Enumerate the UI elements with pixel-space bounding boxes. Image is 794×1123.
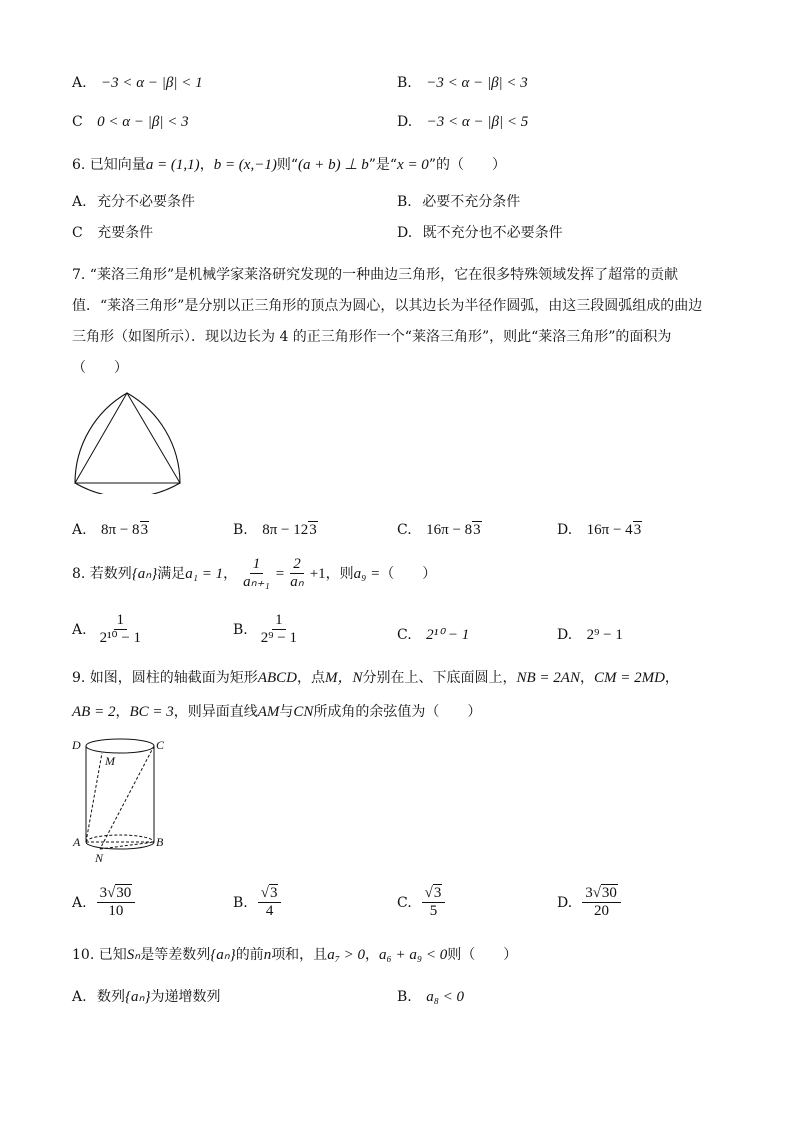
q6-stem <box>72 156 506 174</box>
q9-line2-post: 所成角的余弦值为（ ） <box>313 704 482 720</box>
bottom-front-arc <box>86 842 154 849</box>
q8-comma: ， <box>223 565 238 582</box>
cylinder-drawing <box>70 734 170 866</box>
fraction-numerator: √3 <box>258 885 282 903</box>
option-fraction <box>582 885 621 920</box>
q10-seq: {aₙ} <box>210 947 236 963</box>
fraction-denominator: 10 <box>108 903 124 919</box>
fraction-numerator: 2 <box>290 556 304 574</box>
option-text: 既不充分也不必要条件 <box>422 225 563 241</box>
option-expr: 16π − 4 <box>586 522 633 538</box>
q9-line-1 <box>72 669 679 687</box>
coefficient: 3 <box>99 885 108 901</box>
fraction-numerator: 1 <box>114 612 128 630</box>
q9-points: M，N <box>324 670 363 686</box>
q6-option-d <box>397 224 563 242</box>
fraction-denominator: aₙ <box>290 574 304 590</box>
option-text: 必要不充分条件 <box>422 194 521 210</box>
option-label: A. <box>72 522 87 538</box>
option-radicand: 3 <box>633 522 642 538</box>
q8-fraction-right <box>287 556 306 591</box>
segment-nb <box>100 842 154 849</box>
q8-option-c <box>397 626 469 644</box>
q5-option-a <box>72 74 203 92</box>
label-n: N <box>95 851 104 865</box>
q5-option-c <box>72 113 189 131</box>
option-label: A. <box>72 194 87 210</box>
q10-sn: Sₙ <box>126 947 141 963</box>
fraction-numerator: 3√30 <box>97 885 136 903</box>
reuleaux-triangle-figure <box>70 388 190 494</box>
q8-fraction-left <box>240 556 273 591</box>
fraction-numerator: 1 <box>272 612 286 630</box>
fraction-denominator: 5 <box>429 903 438 919</box>
q6-then: 则“ <box>276 157 299 173</box>
label-b: B <box>156 835 164 849</box>
q5-option-d <box>397 113 528 131</box>
q10-option-a <box>72 988 221 1006</box>
option-label: C <box>72 225 83 241</box>
q6-stem-pre: 6. 已知向量 <box>72 157 146 173</box>
q8-then: ，则 <box>325 565 354 582</box>
option-label: B. <box>397 75 412 91</box>
option-label: A. <box>72 621 87 638</box>
cylinder-figure <box>70 734 170 866</box>
option-label: B. <box>233 621 248 638</box>
option-expr: −3 < α − |β| < 3 <box>426 75 528 91</box>
q7-option-a <box>72 521 149 539</box>
option-expr: 2¹⁰ − 1 <box>426 627 470 643</box>
fraction-numerator: 3√30 <box>582 885 621 903</box>
option-label: A. <box>72 75 87 91</box>
option-label: C. <box>397 627 412 643</box>
option-expr: 8π − 8 <box>101 522 140 538</box>
q10-mid2: 的前 <box>235 947 264 963</box>
coefficient: 3 <box>585 885 593 901</box>
label-m: M <box>105 754 115 768</box>
bottom-back-arc <box>86 835 154 842</box>
option-label: D. <box>557 894 573 911</box>
segment-am <box>86 753 102 842</box>
reuleaux-outline <box>75 393 180 494</box>
q6-tail: ”的（ ） <box>428 157 506 173</box>
fraction-denominator: aₙ₊₁ <box>243 574 270 590</box>
fraction-numerator: √3 <box>422 885 446 903</box>
q8-seq: {aₙ} <box>131 565 158 582</box>
option-expr: −3 < α − |β| < 5 <box>426 114 529 130</box>
q8-option-a <box>72 612 147 647</box>
q7-line-3: 三角形（如图所示）．现以边长为 4 的正三角形作一个“莱洛三角形”，则此“莱洛三角形”的面积为 <box>72 329 672 345</box>
q9-cn: CN <box>293 704 314 720</box>
q8-equals: = <box>275 565 285 582</box>
q9-and: 与 <box>279 704 294 720</box>
q6-condition-2: x = 0 <box>397 157 429 173</box>
q10-condition-1: a₇ > 0 <box>327 947 366 963</box>
q6-option-a <box>72 193 195 211</box>
q10-pre: 10. 已知 <box>72 947 127 963</box>
q8-tail: （ ） <box>380 565 437 582</box>
q7-option-d <box>557 521 642 539</box>
q6-is: ”是“ <box>368 157 398 173</box>
q7-line-2: 值．“莱洛三角形”是分别以正三角形的顶点为圆心，以其边长为半径作圆弧，由这三段圆弧组成的曲边 <box>72 298 703 314</box>
option-label: C. <box>397 522 412 538</box>
label-c: C <box>156 738 165 752</box>
q10-stem <box>72 946 517 964</box>
q9-vector-2: CM = 2MD <box>593 670 665 686</box>
q9-line2-mid: ，则异面直线 <box>173 704 258 720</box>
label-a: A <box>73 835 81 849</box>
q9-line1-mid: ，点 <box>296 670 325 686</box>
q9-option-a <box>72 885 138 920</box>
q9-line1-post: 分别在上、下底面圆上， <box>362 670 517 686</box>
option-fraction <box>258 885 282 920</box>
q9-rect: ABCD <box>257 670 297 686</box>
radicand: 3 <box>433 885 442 901</box>
q9-am: AM <box>257 704 280 720</box>
q8-a9: a₉ = <box>353 565 381 582</box>
option-label: D. <box>397 114 413 130</box>
label-d: D <box>72 738 81 752</box>
fraction-numerator: 1 <box>250 556 264 574</box>
q9-option-d <box>557 885 624 920</box>
option-expr: 16π − 8 <box>426 522 473 538</box>
fraction-denominator: 2⁹ − 1 <box>260 630 297 646</box>
q9-ab: AB = 2 <box>72 704 116 720</box>
option-fraction <box>258 612 300 647</box>
q10-option-b <box>397 988 464 1006</box>
q9-comma: ， <box>579 670 594 686</box>
q6-condition: (a + b) ⊥ b <box>298 157 369 173</box>
option-text: 充要条件 <box>97 225 154 241</box>
q9-line-2 <box>72 703 481 721</box>
q9-bc: BC = 3 <box>129 704 174 720</box>
fraction-denominator: 2¹⁰ − 1 <box>99 630 142 646</box>
q8-stem <box>72 556 436 591</box>
option-label: D. <box>397 225 413 241</box>
option-label: D. <box>557 522 573 538</box>
q8-a1: a₁ = 1 <box>185 565 224 582</box>
option-label: A. <box>72 989 87 1005</box>
radicand: 3 <box>269 885 278 901</box>
q10-mid3: 项和，且 <box>271 947 328 963</box>
option-expr: 2⁹ − 1 <box>586 627 623 643</box>
q7-option-b <box>233 521 318 539</box>
q9-comma-2: ， <box>664 670 679 686</box>
q10-condition-2: a₆ + a₉ < 0 <box>379 947 448 963</box>
q6-option-c <box>72 224 153 242</box>
option-fraction <box>97 612 144 647</box>
option-seq: {aₙ} <box>125 989 151 1005</box>
option-label: B. <box>397 194 412 210</box>
fraction-denominator: 4 <box>265 903 274 919</box>
q6-vec-a: a = (1,1) <box>145 157 200 173</box>
option-fraction <box>422 885 446 920</box>
q8-option-b <box>233 612 303 647</box>
q6-vec-b: b = (x,−1) <box>213 157 277 173</box>
option-expr: 8π − 12 <box>262 522 309 538</box>
option-pre: 数列 <box>97 989 126 1005</box>
radicand: 30 <box>601 885 617 901</box>
option-label: B. <box>233 894 248 911</box>
q7-line-4: （ ） <box>72 360 128 376</box>
radicand: 30 <box>116 885 132 901</box>
q9-comma-3: ， <box>115 704 130 720</box>
fraction-denominator: 20 <box>594 903 610 919</box>
q10-n: n <box>263 947 272 963</box>
option-radicand: 3 <box>473 522 481 538</box>
option-radicand: 3 <box>309 522 317 538</box>
equilateral-triangle <box>75 393 180 483</box>
q10-tail: 则（ ） <box>447 947 518 963</box>
option-label: D. <box>557 627 573 643</box>
option-expr: 0 < α − |β| < 3 <box>97 114 189 130</box>
option-expr: −3 < α − |β| < 1 <box>101 75 203 91</box>
option-label: A. <box>72 894 87 911</box>
q8-pre: 8. 若数列 <box>72 565 132 582</box>
q8-option-d <box>557 626 623 644</box>
option-label: B. <box>397 989 412 1005</box>
q6-comma: ， <box>199 157 214 173</box>
q8-mid: 满足 <box>157 565 186 582</box>
q5-option-b <box>397 74 528 92</box>
q7-line-1: 7. “莱洛三角形”是机械学家莱洛研究发现的一种曲边三角形，它在很多特殊领域发挥了超常的贡献 <box>72 267 679 283</box>
q7-option-c <box>397 521 482 539</box>
option-expr: a₈ < 0 <box>426 989 465 1005</box>
option-text: 充分不必要条件 <box>97 194 196 210</box>
option-label: B. <box>233 522 248 538</box>
option-radicand: 3 <box>140 522 149 538</box>
option-label: C <box>72 114 83 130</box>
q10-comma: ， <box>365 947 380 963</box>
top-ellipse <box>86 739 154 753</box>
q10-mid: 是等差数列 <box>140 947 211 963</box>
option-post: 为递增数列 <box>150 989 221 1005</box>
q8-plus: +1 <box>309 565 326 582</box>
option-label: C. <box>397 894 412 911</box>
q9-vector-1: NB = 2AN <box>516 670 580 686</box>
option-fraction <box>97 885 136 920</box>
q9-option-b <box>233 885 284 920</box>
q9-option-c <box>397 885 448 920</box>
q9-line1-pre: 9. 如图，圆柱的轴截面为矩形 <box>72 670 258 686</box>
q6-option-b <box>397 193 520 211</box>
